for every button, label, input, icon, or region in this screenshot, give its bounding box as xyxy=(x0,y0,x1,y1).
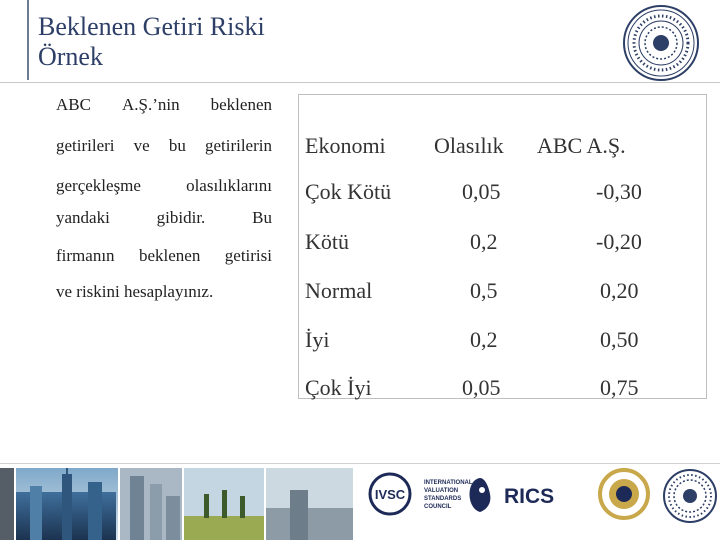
question-line-2 xyxy=(56,136,272,156)
word: beklenen xyxy=(138,246,201,265)
word: firmanın xyxy=(56,246,115,265)
city-skyline-photo xyxy=(0,468,353,540)
title-line-2: Örnek xyxy=(38,42,103,71)
row-3-economy: Normal xyxy=(305,278,373,303)
row-2-probability: 0,2 xyxy=(470,229,498,254)
row-1-probability: 0,05 xyxy=(462,179,501,204)
ivsc-name-line-1: INTERNATIONAL xyxy=(424,480,473,486)
question-line-3 xyxy=(56,176,272,196)
row-4-probability: 0,2 xyxy=(470,327,498,352)
rics-logo-text: RICS xyxy=(504,485,555,508)
word: ABC xyxy=(56,95,91,114)
university-seal-icon xyxy=(622,4,700,82)
word: getirilerin xyxy=(204,136,272,155)
question-line-1 xyxy=(56,95,272,115)
header-economy: Ekonomi xyxy=(305,133,386,158)
row-2-return: -0,20 xyxy=(596,229,642,254)
partner-logos xyxy=(362,464,720,540)
title-accent-bar xyxy=(27,0,29,80)
question-line-4 xyxy=(56,208,272,228)
rics-lion-icon xyxy=(470,478,491,512)
question-line-5 xyxy=(56,246,272,266)
economy-probability-table xyxy=(298,94,707,399)
row-1-return: -0,30 xyxy=(596,179,642,204)
row-4-return: 0,50 xyxy=(600,327,639,352)
header-abc: ABC A.Ş. xyxy=(537,133,626,158)
word: olasılıklarını xyxy=(186,176,272,195)
ivsc-name-line-2: VALUATION xyxy=(424,488,459,494)
partner-logos-graphic xyxy=(362,464,720,540)
row-1-economy: Çok Kötü xyxy=(305,179,392,204)
row-5-return: 0,75 xyxy=(600,375,639,400)
word: Bu xyxy=(252,208,272,227)
institute-seal-icon xyxy=(600,470,648,518)
title-line-1: Beklenen Getiri Riski xyxy=(38,12,265,41)
word: gibidir. xyxy=(156,208,206,227)
word: ve xyxy=(133,136,150,155)
title-divider xyxy=(0,82,720,83)
question-line-6: ve riskini hesaplayınız. xyxy=(56,282,214,301)
header-probability: Olasılık xyxy=(434,133,504,158)
word: getirileri xyxy=(56,136,115,155)
row-5-economy: Çok İyi xyxy=(305,375,372,400)
word: bu xyxy=(168,136,186,155)
word: gerçekleşme xyxy=(56,176,141,195)
row-3-return: 0,20 xyxy=(600,278,639,303)
university-seal-small-icon xyxy=(664,470,716,522)
row-4-economy: İyi xyxy=(305,327,330,352)
ivsc-logo-text: IVSC xyxy=(374,487,406,502)
word: yandaki xyxy=(56,208,110,227)
ivsc-name-line-3: STANDARDS xyxy=(424,496,462,502)
word: getirisi xyxy=(224,246,272,265)
row-2-economy: Kötü xyxy=(305,229,349,254)
row-5-probability: 0,05 xyxy=(462,375,501,400)
word: A.Ş.’nin xyxy=(121,95,180,114)
slide-title xyxy=(38,12,265,72)
ivsc-name-line-4: COUNCIL xyxy=(424,504,452,510)
word: beklenen xyxy=(210,95,272,114)
row-3-probability: 0,5 xyxy=(470,278,498,303)
